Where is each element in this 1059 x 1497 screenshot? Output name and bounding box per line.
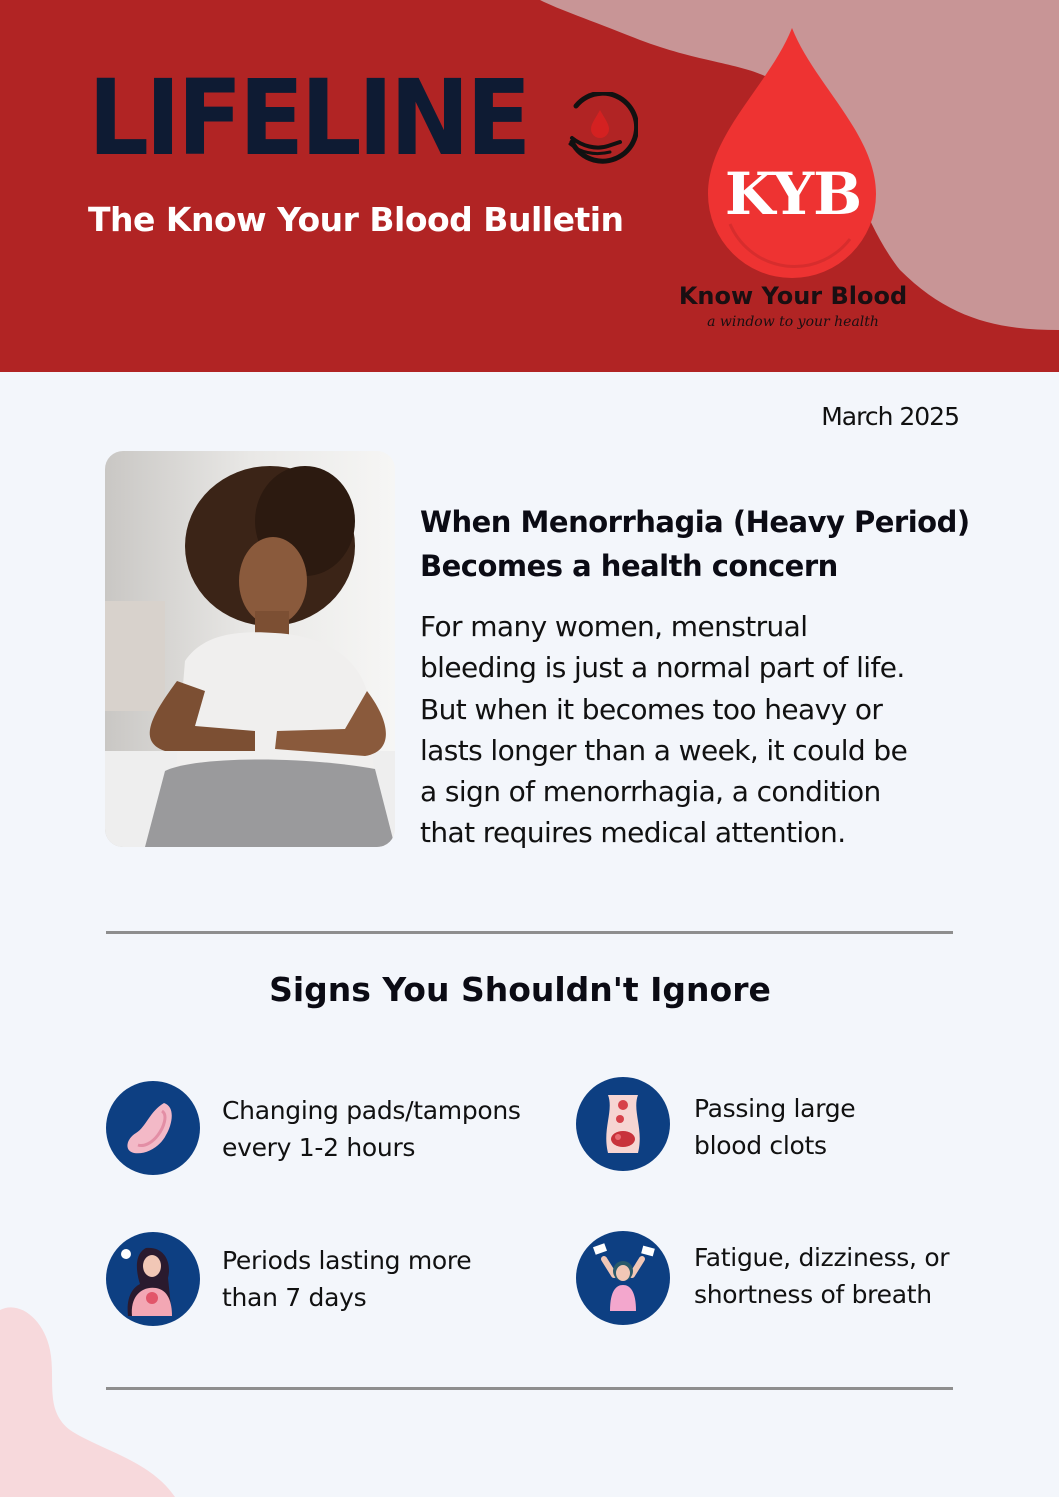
- article-body-line: bleeding is just a normal part of life.: [420, 651, 905, 685]
- sign-text-line-2: blood clots: [694, 1131, 827, 1160]
- sign-text-line-2: shortness of breath: [694, 1280, 932, 1309]
- sign-item: [222, 1242, 471, 1316]
- sanitary-pad-icon: [106, 1081, 200, 1175]
- sign-text-line-1: Fatigue, dizziness, or: [694, 1243, 950, 1272]
- sign-text-line-2: than 7 days: [222, 1283, 367, 1312]
- hand-drop-logo-icon: [562, 92, 638, 164]
- article-title-line-1: When Menorrhagia (Heavy Period): [420, 505, 970, 539]
- sign-text-line-2: every 1-2 hours: [222, 1133, 416, 1162]
- section-divider-bottom: [106, 1387, 953, 1390]
- article-title-line-2: Becomes a health concern: [420, 549, 838, 583]
- corner-pink-blob: [0, 1290, 180, 1497]
- article-photo: [105, 451, 395, 847]
- sign-text-line-1: Changing pads/tampons: [222, 1096, 521, 1125]
- section-divider-top: [106, 931, 953, 934]
- blood-clot-icon: [576, 1077, 670, 1171]
- newsletter-subtitle: The Know Your Blood Bulletin: [88, 200, 624, 239]
- signs-heading: Signs You Shouldn't Ignore: [269, 970, 771, 1009]
- article-body-line: lasts longer than a week, it could be: [420, 733, 908, 767]
- sign-item: [222, 1092, 521, 1166]
- article-body-line: a sign of menorrhagia, a condition: [420, 775, 881, 809]
- article-body: [420, 606, 1020, 854]
- kyb-tagline: a window to your health: [707, 314, 879, 330]
- article-body-line: But when it becomes too heavy or: [420, 692, 883, 726]
- kyb-initials: KYB: [724, 160, 862, 228]
- sign-item: [694, 1239, 949, 1313]
- article-title: [420, 500, 1030, 588]
- blood-drop-logo-icon: [700, 24, 890, 284]
- newsletter-title: LIFELINE: [88, 57, 528, 179]
- issue-date: March 2025: [821, 402, 959, 431]
- sign-item: [694, 1090, 855, 1164]
- kyb-brand-name: Know Your Blood: [678, 282, 908, 310]
- sign-text-line-1: Passing large: [694, 1094, 856, 1123]
- fatigue-icon: [576, 1231, 670, 1325]
- article-body-line: For many women, menstrual: [420, 610, 808, 643]
- sign-text-line-1: Periods lasting more: [222, 1246, 472, 1275]
- header-banner: [0, 0, 1059, 372]
- article-body-line: that requires medical attention.: [420, 816, 846, 850]
